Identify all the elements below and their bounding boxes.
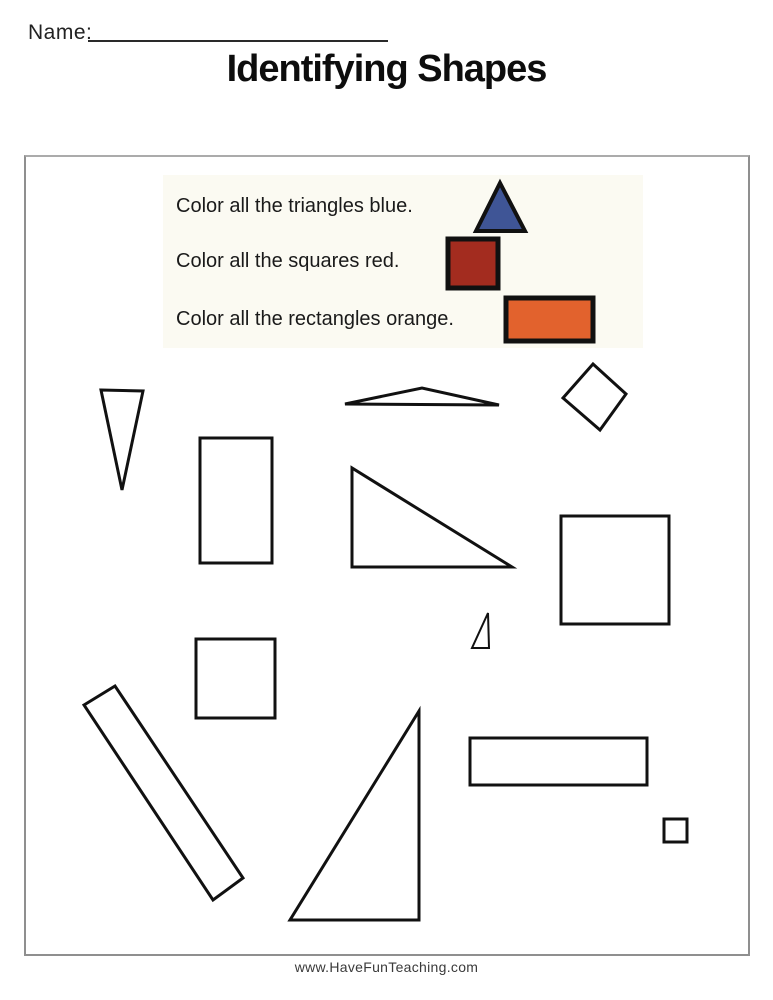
instruction-squares: Color all the squares red. <box>176 250 400 272</box>
footer-website: www.HaveFunTeaching.com <box>294 959 479 975</box>
instruction-rectangles: Color all the rectangles orange. <box>176 308 454 330</box>
example-orange-rectangle <box>506 298 593 341</box>
name-label: Name: <box>28 21 93 44</box>
flat-triangle <box>345 388 499 405</box>
narrow-triangle <box>101 390 143 490</box>
tiny-square <box>664 819 687 842</box>
large-square <box>561 516 669 624</box>
small-square <box>196 639 275 718</box>
example-red-square <box>448 239 498 288</box>
tall-rectangle <box>200 438 272 563</box>
small-triangle <box>472 613 489 648</box>
instruction-triangles: Color all the triangles blue. <box>176 195 413 217</box>
tall-right-triangle <box>290 711 419 920</box>
page-title: Identifying Shapes <box>226 48 547 90</box>
example-blue-triangle <box>476 183 525 231</box>
right-triangle <box>352 468 512 567</box>
diamond-square <box>563 364 626 430</box>
wide-rectangle <box>470 738 647 785</box>
